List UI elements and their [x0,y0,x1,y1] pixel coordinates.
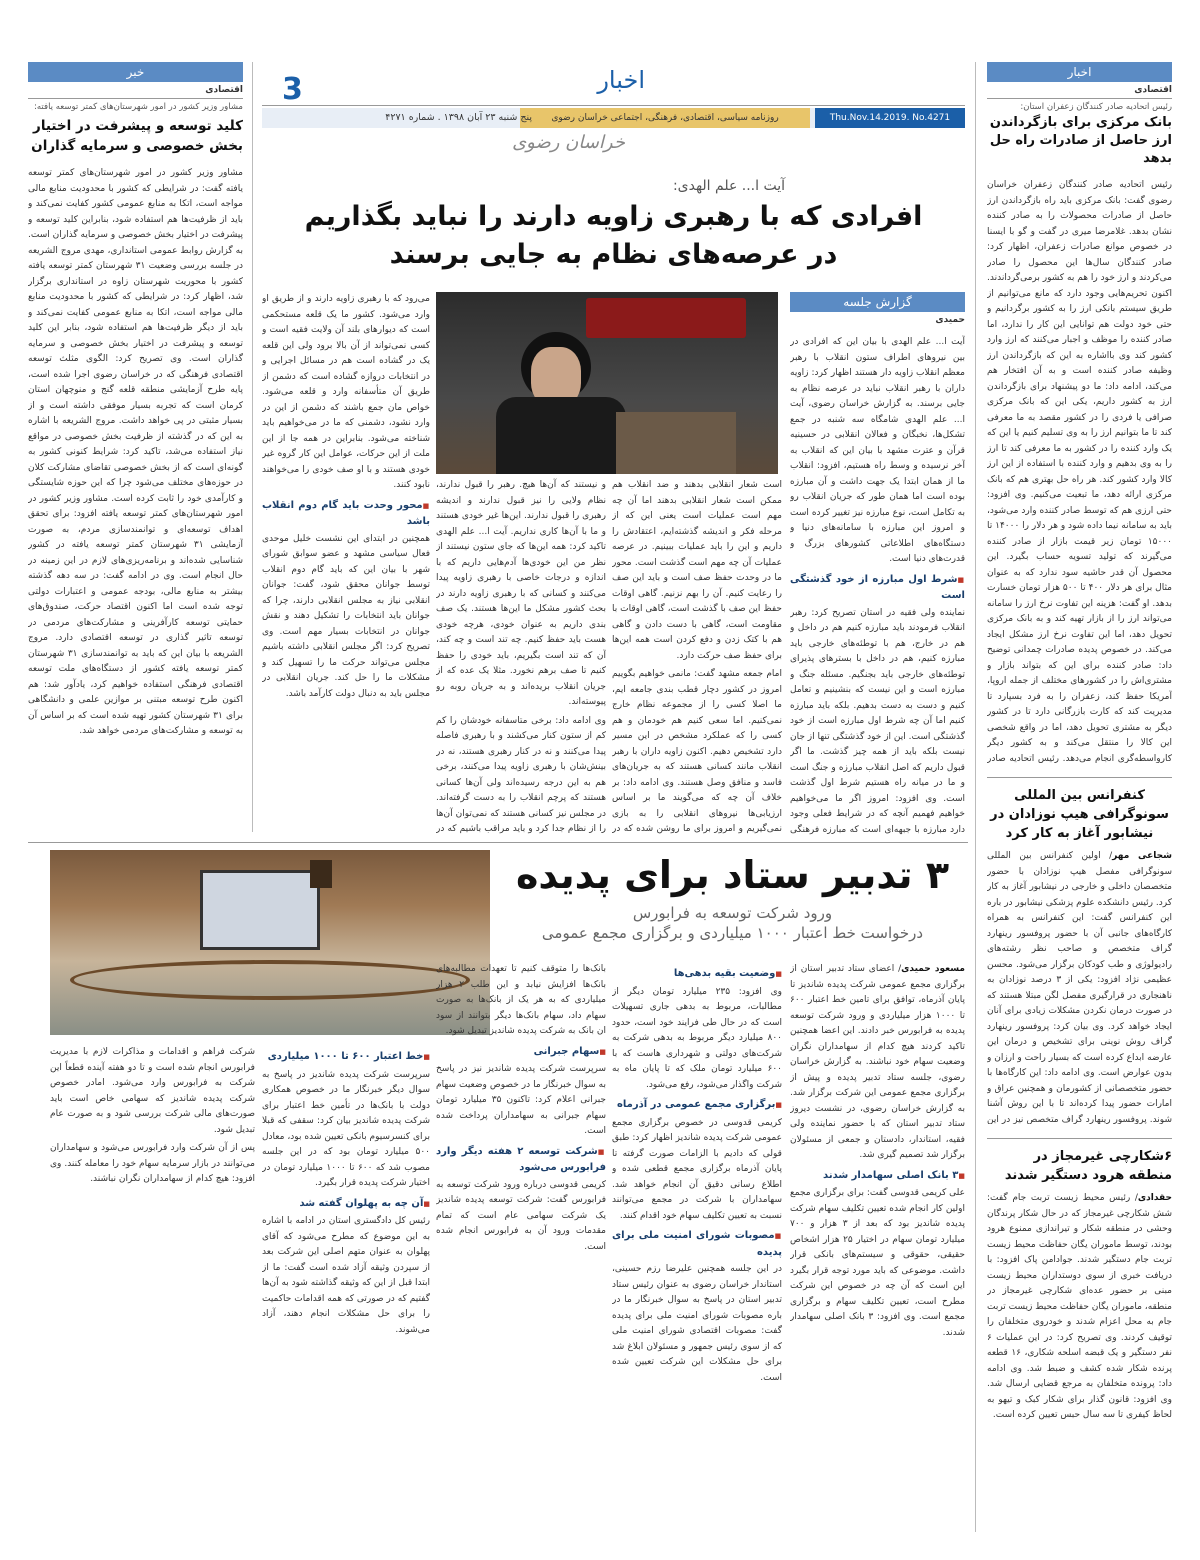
latin-date: Thu.Nov.14.2019. No.4271 [815,108,965,128]
bottom-col-2-text-c: در این جلسه همچنین علیرضا رزم حسینی، استاندار خراسان رضوی به عنوان رئیس ستاد تدبیر استان در پاسخ به سوال خبرنگار ما در باره مصوبات شورای امنیت ملی برای پدیده گفت: مصوبات اقتصادی شورای امنیت ملی که از سوی رئیس جمهور و مسئولان ابلاغ شد برای حل مشکلات این شرکت تعیین شده است. [612,1264,782,1383]
story-col-3-text-b: وی ادامه داد: برخی متاسفانه خودشان را کم کم از ستون کنار می‌کشند و با رهبری فاصله پیدا می‌کنند و نه در کنار رهبری هستند، نه در بینش‌شان با رهبری زاویه پیدا می‌کنند، برخی هم به این درجه رسیده‌اند ولی آن‌ها کسانی هستند که پرچم انقلاب را به دست گرفته‌اند. در مجلس نیز کسانی هستند که نمی‌توان آن‌ها را از نظام جدا کرد و باید مراقب باشیم که در [436,715,606,834]
story-col-2-text: است شعار انقلابی بدهند و ضد انقلاب هم ممکن است شعار انقلابی بدهند اما آن چه مهم است عملیات است یعنی این که از مرحله فکر و اندیشه گذشته‌ایم، اعتقادش را داریم و این را باید عملیات ببینیم. در عرصه عملیات آن چه مهم است گذشت است. محور ما در وحدت حفظ صف است و باید این صف را رعایت کنیم. آن را بهم نزنیم. گاهی اوقات حفظ این صف با گذشت است، گاهی اوقات با مقاومت است، گاهی با دست دادن و گاهی هم با کتک زدن و دفع کردن است همه این‌ها برای حفظ صف حرکت دارد. [612,480,782,661]
bottom-col-2-subhead-3: ■ مصوبات شورای امنیت ملی برای پدیده [612,1228,782,1260]
bottom-col-1-lead: مسعود حمیدی [901,964,965,974]
story-col-1-text-b: نماینده ولی فقیه در استان تصریح کرد: رهبر انقلاب فرمودند باید مبارزه کنیم هم در داخل و هم در خارج، هم با توطئه‌های خارجی باید مبارزه کنیم، هم در داخل با بسترهای پذیرای توطئه‌های خارجی باید بجنگیم. مسئله جنگ و مبارزه است و این نیست که بنشینیم و تعامل کنیم و دست به دست بدهیم. بلکه باید مبارزه کنیم اما آن چه شرط اول مبارزه است از خود گذشتگی است. این از خود گذشتگی تنها از جان نیست بلکه باید از همه چیز گذشت. ما اگر قبول داریم که اصل انقلاب مبارزه و جنگ است و ما در میانه راه هستیم شرط اول گذشت است. وی افزود: امروز اگر ما می‌خواهیم خواهیم فهمیم آنچه که در شرایط فعلی وجود دارد مبارزه با جبهه‌ای است که مبارزه فرهنگی [790,607,965,835]
bottom-col-3-text-c: کریمی قدوسی درباره ورود شرکت توسعه به فرابورس گفت: شرکت توسعه پدیده شاندیز یک شرکت سهامی عام است که تمام مقدمات ورود آن به فرابورس انجام شده است. [436,1179,606,1252]
bottom-col-2-text-b: کریمی قدوسی در خصوص برگزاری مجمع عمومی شرکت پدیده شاندیز اظهار کرد: طبق قولی که دادیم با الزامات صورت گرفته تا پایان آذرماه برگزاری مجمع قطعی شده و اطلاع رسانی دقیق آن انجام خواهد شد. سهامداران با شرکت در مجمع می‌توانند نسبت به تعیین تکلیف سهام خود اقدام کنند. [612,1117,782,1221]
left-headline: کلید توسعه و پیشرفت در اختیار بخش خصوصی و سرمایه گذاران [31,118,243,154]
bottom-col-1 [790,962,965,1532]
top-story-headline-block [262,178,965,288]
bottom-col-5-text: شرکت فراهم و اقدامات و مذاکرات لازم با مدیریت فرابورس انجام شده است و تا دو هفته آینده قطعاً این شرکت به فرابورس وارد می‌شود. امادر خصوص شرکت پدیده شاندیز که سهامی خاص است باید صورت‌های مالی شرکت بررسی شود و به صورت عام تبدیل شود. [50,1047,255,1135]
bottom-col-2-subhead-2: ■ برگزاری مجمع عمومی در آذرماه [612,1097,782,1114]
right-story3-body: / رئیس محیط زیست تربت جام گفت: شش شکارچی غیرمجاز که در حال شکار پرندگان وحشی در منطقه شکار و تیراندازی ممنوع هرود بودند، توسط ماموران یگان حفاظت محیط زیست تربت جام دستگیر شدند. جوادامن پاک افزود: با دریافت خبری از سوی دوستداران محیط زیست مبنی بر حضور عده‌ای شکارچی غیرمجاز در منطقه، ماموران یگان حفاظت محیط زیست تربت جام به محل اعزام شدند و خودروی متخلفان را توقیف کردند. وی تصریح کرد: در این عملیات ۶ نفر دستگیر و یک قبضه اسلحه شکاری، ۱۶ قطعه پرنده شکار شده کشف و ضبط شد. وی ادامه داد: پرونده متخلفان به مرجع قضایی ارسال شد. وی افزود: قانون گذار برای شکار کبک و تیهو به لحاظ کیفری تا سه سال حبس تعیین کرده است. [987,1193,1172,1420]
story-col-4-text: می‌رود که با رهبری زاویه دارند و از طریق او وارد می‌شود. کشور ما یک قلعه مستحکمی است که دیوارهای بلند آن ولایت فقیه است و کسی نمی‌تواند از آن بالا برود ولی این قلعه یک در گشاده است هم در مسائل اجرایی و در انتخابات دروازه گشاده است که دشمن از طریق آن متأسفانه وارد و قلعه می‌شود. خواص مان جمع باشند که دشمن از این در وارد نشود، دشمنی که ما در می‌خواهیم باید شناخته می‌شود. بنابراین در همه جا از این ملت از این حرکات، عوامل این کار گروه غیر خودی هستند و با او صف خودی را می‌خواهند نابود کنند. [262,294,430,490]
right-category: اقتصادی [1134,85,1172,95]
story-col-2-text-b: امام جمعه مشهد گفت: مانمی خواهیم بگوییم امروز در کشور دچار قطب بندی جامعه ایم، ما اصلا کسی را از مجموعه نظام خارج نمی‌کنیم. اما سعی کنیم هم خودمان و هم کسی را که عملکرد مشخص در این مسیر دارد تشخیص دهیم. اکنون زاویه داران با رهبر انقلاب مانند کسانی هستند که به جریان‌های فاسد و منافق وصل هستند. وی ادامه داد: بر خلاف آن چه که می‌گویند ما بر اساس ارزیابی‌ها نیروهای انقلابی را به بازی نمی‌گیریم و امروز برای ما روشن شده که در [612,669,782,834]
right-story2-body: / اولین کنفرانس بین المللی سونوگرافی مفصل هیپ نوزادان با حضور متخصصان داخلی و خارجی در نیشابور آغاز به کار کرد. رئیس دانشکده علوم پزشکی نیشابور در باره این کنفرانس گفت: این کنفرانس به همراه کارگاه‌های جانبی آن با حضور پروفسور رینهارد گراف متخصص و صاحب نظر رشته‌های رادیولوژی و طب کودکان برگزار می‌شود. محسن عظیمی نژاد افزود: یکی از ۳ درصد نوزادان به ناهنجاری در قرارگیری مفصل لگن مبتلا هستند که در صورت درمان نکردن مشکلات زیادی برای آنان ایجاد خواهد کرد. وی بیان کرد: پروفسور رینهارد گراف روش نوینی برای تشخیص و درمان این عارضه ابداع کرده است که بسیار راحت و ارزان و بدون عوارض است. وی ادامه داد: این کارگاه‌ها با حضور متخصصانی از کشورمان و همچنین عراق و امارات حضور پیدا کرده‌اند تا با این روش آشنا شوند. پروفسور رینهارد گراف متخصص نیز در این [987,851,1172,1124]
left-category: اقتصادی [205,85,243,95]
bottom-col-2-subhead-1: ■ وضعیت بقیه بدهی‌ها [612,966,782,983]
bottom-col-2-text: وی افزود: ۲۳۵ میلیارد تومان دیگر از مطالبات، مربوط به بدهی جاری تسهیلات است که در حال طی فرایند خود است، حدود ۸۰۰ میلیارد دیگر مربوط به بدهی شرکت به شرکت‌های دولتی و شهرداری هاست که با ۶۰۰ میلیارد تومان ملک که تا پایان ماه به شرکت واگذار می‌شود، رفع می‌شود. [612,986,782,1090]
bottom-col-2 [612,962,782,1532]
section-title: اخبار [597,66,645,94]
right-news-column [987,62,1172,1542]
story-col-4-text-b: همچنین در ابتدای این نشست خلیل موحدی فعال سیاسی مشهد و عضو سوابق شورای شهر با بیان این که باید گام دوم انقلاب توسط جوانان محقق شود، گفت: جوانان انقلابی نیاز به مجلس انقلابی دارند، چرا که جوانان باید انتخابات را تشکیل دهند و نقش جوانان در انتخابات بسیار مهم است. وی تصریح کرد: اگر مجلس انقلابی داشته باشیم مجلس می‌تواند حرکت ما را تسهیل کند و مشکلات ما را حل کند. جریان انقلابی در مجلس باید به دنبال دولت کارآمد باشد. [262,533,430,699]
right-headline: بانک مرکزی برای بازگرداندن ارز حاصل از صادرات راه حل بدهد [989,115,1172,166]
story-col-3 [436,478,606,835]
bottom-headline-block [500,850,965,960]
right-story3-headline: ۶شکارچی غیرمجاز در منطقه هرود دستگیر شدند [1004,1149,1172,1183]
bottom-col-3-text-b: سرپرست شرکت پدیده شاندیز نیز در پاسخ به سوال خبرنگار ما در خصوص وضعیت سهام جبرانی اعلام کرد: تاکنون ۳۵ میلیارد تومان سهام جبرانی به سهامداران پرداخت شده است. [436,1064,606,1136]
bottom-subhead-2: درخواست خط اعتبار ۱۰۰۰ میلیاردی و برگزاری مجمع عمومی [541,924,924,942]
top-story-headline-2: در عرصه‌های نظام به جایی برسند [389,239,838,270]
header-tagline: روزنامه سیاسی، اقتصادی، فرهنگی، اجتماعی خراسان رضوی [520,108,810,128]
right-body: رئیس اتحادیه صادر کنندگان زعفران خراسان رضوی گفت: بانک مرکزی باید راه بازگرداندن ارز حاصل از صادرات محصولات را به صادر کننده نشان بدهد. غلامرضا میری در گفت و گو با ایسنا در خصوص موانع صادرات زعفران، اظهار کرد: صادر کنندگان سال‌ها این محصول را صادر می‌کردند و ارز خود را هم به کشور برمی‌گرداندند. اکنون تحریم‌هایی وجود دارد که مانع می‌توانیم از طریق سیستم بانکی ارز را به کشور برگردانیم و حتی خود دولت هم توانایی این کار را ندارد، اما صادر کننده را موظف و اجبار می‌کنند که ارز وارد کشور کند وی بااشاره به این که بازگرداندن ارز وظیفه صادر کننده است و به آن افتخار هم می‌کند، ادامه داد: ما دو پیشنهاد برای بازگرداندن ارز به کشور داریم، یکی این که بانک مرکزی صرافی یا فردی را در کشور مقصد به ما معرفی کند تا ما بتوانیم ارز را به وی تسلیم کنیم یا این که یک وارد کننده را در کشور به ما معرفی کند تا ارز را به وی بدهیم و وارد کننده با استفاده از این ارز کالا وارد کشور کند. هر راه حل بهتری هم که بانک مرکزی ارائه دهد، ما تبعیت می‌کنیم. وی افزود: حتی ارزی هم که توسط صادر کننده وارد می‌شود، باید به سامانه نیما داده شود و هر دلار را ۱۴۰۰۰ تا ۱۵۰۰۰ تومان زیر قیمت بازار از صادر کننده می‌گیرند که تولید تسویه حساب بگیرد. این محصول آن قدر حاشیه سود ندارد که به عنوان مثال برای هر دلار ۴۰۰ تا ۵۰۰ هزار تومان خسارت بدهد. او گفت: هزینه این تفاوت نرخ ارز را سامانه می‌تواند ارز را از بازار تهیه کند و به بانک مرکزی تحویل دهد، اما این تفاوت نرخ ارز مشکل ایجاد می‌کند. در خصوص پدیده صادرات چمدانی توضیح داد: صادر کننده برای این که بتواند بازار و مشتری‌اش را در کشورهای مختلف از جمله اروپا، آمریکا حفظ کند، زعفران را به فرد بسپارد تا مدیریت کند که کارت بازرگانی دارد تا در کشور دیگر به مشتری تحویل دهد، اما در واقع شخصی این کالا را منتقل می‌کند و به کشور دیگر کارواسطه‌گری انجام می‌دهد. رئیس اتحادیه صادر [987,180,1172,763]
story-col-4 [262,292,430,835]
report-label: گزارش جلسه [790,292,965,312]
left-kicker: مشاور وزیر کشور در امور شهرستان‌های کمتر توسعه یافته: [34,102,243,112]
page-number: 3 [282,72,303,107]
bottom-col-5 [50,1045,255,1532]
story-col-4-subhead: ■ محور وحدت باید گام دوم انقلاب باشد [262,498,430,530]
right-story2-text [987,849,1172,1124]
bottom-col-1-text-b: علی کریمی قدوسی گفت: برای برگزاری مجمع اولین کار انجام شده تعیین تکلیف سهام شرکت پدیده شاندیز بود که بعد از ۳ هزار و ۷۰۰ میلیارد تومان سهام در اختیار ۲۵ هزار اشخاص حقیقی، حقوقی و سیستم‌های بانکی قرار داشت. موضوعی که باید مورد توجه قرار بگیرد این است که آن چه در خصوص این شرکت مطرح است، تعیین تکلیف سهام و برگزاری مجمع است. وی افزود: ۳ بانک اصلی سهامدار شدند. [790,1188,965,1338]
report-box [790,292,965,328]
bottom-col-4-text: سرپرست شرکت پدیده شاندیز در پاسخ به سوال دیگر خبرنگار ما در خصوص همکاری دولت با بانک‌ها در تأمین خط اعتبار برای شرکت پدیده شاندیز بیان کرد: سقفی که قبلا برای کنسرسیوم بانکی تعیین شده بود، معادل ۵۰۰ میلیارد تومان بود که در این جلسه مصوب شد که ۶۰۰ تا ۱۰۰۰ میلیارد تومان در اختیار شرکت پدیده قرار بگیرد. [262,1069,430,1188]
story-col-1 [790,335,965,835]
page-header [262,62,965,170]
issue-date: پنج شنبه ۲۳ آبان ۱۳۹۸ . شماره ۴۲۷۱ [385,112,532,123]
right-box-label: اخبار [987,62,1172,82]
left-body: مشاور وزیر کشور در امور شهرستان‌های کمتر توسعه یافته گفت: در شرایطی که کشور با محدودیت منابع مالی مواجه است، اتکا به منابع عمومی کشور کفایت نمی‌کند و باید از ظرفیت‌ها هم استفاده شود، بنابراین کلید توسعه و پیشرفت در اختیار بخش خصوصی و سرمایه گذاران است. به گزارش روابط عمومی استانداری، مهدی مروج الشریعه در جلسه بررسی وضعیت ۳۱ شهرستان کمتر توسعه یافته کشور با محوریت شهرستان زاوه در استانداری برگزار شد، اظهار کرد: در شرایطی که کشور با محدودیت منابع مالی مواجه است، اتکا به منابع عمومی کفایت نمی‌کند و باید از دیگر ظرفیت‌ها هم استفاده شود، بنابر این کلید توسعه و پیشرفت در اختیار بخش خصوصی و سرمایه گذاران است. وی تصریح کرد: الگوی مثلث توسعه اقتصادی فرهنگی که در خراسان رضوی اجرا شده است، پایه طرح آزمایشی منطقه قلعه گنج و منوچهان استان کرمان است که تجربه بسیار موفقی داشته است و از بسیار مثبتی در پی خواهد داشت. مروج الشریعه با اشاره به این که در گذشته از ظرفیت بخش خصوصی در مواقع نیاز استفاده می‌شد، تاکید کرد: شرایط کنونی کشور به گونه‌ای است که از بخش خصوصی تقاضای مشارکت کلان در حوزه‌های مختلف می‌شود چرا که این حوزه شایستگی و کارآمدی خود را ثابت کرده است. مشاور وزیر کشور در امور شهرستان‌های کمتر توسعه یافته افزود: برای تحقق اهداف توسعه‌ای و توانمندسازی مردم، به صورت آزمایشی ۳۱ شهرستان کمتر توسعه یافته در کشور شناسایی شده‌اند و برنامه‌ریزی‌های لازم در این زمینه در حال انجام است. وی در ادامه گفت: در سه دهه گذشته بیشتر به منابع مالی، بودجه عمومی و اعتبارات دولتی توجه شده است اما اکنون اقتصاد حرکت، صندوق‌های حمایتی توسعه کارآفرینی و مشارکت‌های مردمی در توسعه تاثیر گذاری در توسعه اقتصادی دارد. مروج الشریعه با بیان این که باید به توانمندسازی ۳۱ شهرستان کمتر توسعه یافته کشور از دستگاه‌های ملت توسعه اقتصادی فرهنگی استفاده خواهیم کرد، یادآور شد: هم اکنون طرح توسعه مبتنی بر موازین علمی و دانشگاهی برای ۳۱ شهرستان کشور تهیه شده است که بر اساس آن به توسعه و مشارکت‌های مردمی خواهد شد. [28,168,243,736]
meeting-photo [50,850,490,1035]
right-story3-lead: حقدادی [1137,1193,1172,1203]
story-col-1-subhead: ■ شرط اول مبارزه از خود گذشتگی است [790,572,965,604]
bottom-headline: ۳ تدبیر ستاد برای پدیده [515,853,950,897]
bottom-col-4 [262,1045,430,1532]
bottom-col-1-subhead: ■ ۳ بانک اصلی سهامدار شدند [790,1168,965,1185]
bottom-col-3-subhead-1: ■ سهام جبرانی [436,1044,606,1061]
bottom-subhead-1: ورود شرکت توسعه به فرابورس [632,904,833,922]
story-col-2 [612,478,782,835]
bottom-col-3-text: بانک‌ها را متوقف کنیم تا تعهدات مطالبه‌های بانک‌ها افزایش نیابد و این طلب ۲ هزار میلیاردی که به هر یک از بانک‌ها به صورت سهام داد، سهام بانک‌ها دیگر بتوانند از سود ان بانک به شرکت پدیده شاندیز تبدیل شود. [436,964,606,1036]
left-box-label: خبر [28,62,243,82]
story-col-3-text: و نیستند که آن‌ها هیچ. رهبر را قبول ندارند، نظام ولایی را نیز قبول ندارند و اندیشه رهبری را قبول ندارند. این‌ها غیر خودی هستند و ما با آن‌ها کاری نداریم. آیت ا... علم الهدی تاکید کرد: همه این‌ها که جای ستون نیستند از نظر من این خودی‌ها آدم‌هایی داریم که با اندازه و درجات خاصی با رهبری زاویه پیدا می‌کنند و کسانی که با رهبری زاویه دارند در بحث کشور مشکل ما این‌ها هستند. یک صف بندی داریم به عنوان خودی، هرچه خودی هست باید حفظ کنیم. چه تند است و چه کند، آن که تند است بگیریم، باید خودی را حفظ کنیم تا صف برهم نخورد. مثلا یک عده که از جریان انقلاب بریده‌اند و به جریان روبه رو پیوسته‌اند. [436,480,606,707]
story-col-1-text: آیت ا... علم الهدی با بیان این که افرادی در بین نیروهای اطراف ستون انقلاب با رهبر معظم انقلاب زاویه دار هستند اظهار کرد: زاویه داران با رهبر انقلاب نباید در عرصه نظام به جایی برسند. به گزارش خراسان رضوی، آیت ا... علم الهدی شامگاه سه شنبه در جمع تشکل‌ها، نخبگان و فعالان انقلابی در حسینیه قرآن و عترت مشهد با بیان این که انقلاب به آخر نرسیده و وسط راه هستیم، افزود: انقلاب ما از همان ابتدا یک جهت داشت و آن مبارزه بوده است اما همان طور که جریان انقلاب رو به تکامل است، نوع مبارزه نیز تغییر کرده است و امروز این مبارزه با سامانه‌های دنیا و دستگاه‌های اطلاعاتی کشورهای بزرگ و قدرت‌های دنیا است. [790,337,965,564]
bottom-col-4-text-b: رئیس کل دادگستری استان در ادامه با اشاره به این موضوع که مطرح می‌شود که آقای پهلوان به عنوان متهم اصلی این شرکت بعد از سپردن وثیقه آزاد شده است گفت: ما از ابتدا قبل از این که وثیقه گذاشته شود به آن‌ها گفتیم که در صورتی که همه اقدامات حاکمیت را برای حل مشکلات انجام دهند، آزاد می‌شوند. [262,1216,430,1335]
report-author: حمیدی [935,315,965,325]
bottom-col-3-subhead-2: ■ شرکت توسعه ۲ هفته دیگر وارد فرابورس می‌شود [436,1144,606,1176]
top-story-headline-1: افرادی که با رهبری زاویه دارند را نباید بگذاریم [304,201,923,232]
newspaper-logo: خراسان رضوی [512,132,625,153]
top-story-kicker: آیت ا... علم الهدی: [672,178,785,194]
right-story2-lead: شجاعی مهر [1112,851,1172,861]
cleric-speaking-photo [436,292,778,474]
bottom-col-1-text: / اعضای ستاد تدبیر استان از برگزاری مجمع عمومی شرکت پدیده شاندیز تا پایان آذرماه، توافق برای تامین خط اعتبار ۶۰۰ تا ۱۰۰۰ هزار میلیاردی و ورود شرکت توسعه پدیده به فرابورس خبر دادند. این اعضا همچنین تاکید کردند هیچ کدام از سهامداران نگران وضعیت سهام خود نباشند. به گزارش خراسان رضوی، جلسه ستاد تدبیر پدیده و پیش از برگزاری مجمع عمومی این شرکت برگزار شد. به گزارش خراسان رضوی، در نشست دیروز ستاد تدبیر استان که با حضور نماینده ولی فقیه، استاندار، دادستان و جمعی از مسئولان برگزار شد تصمیم گیری شد. [790,964,965,1160]
right-story3-text [987,1191,1172,1456]
left-news-column [28,62,243,832]
right-kicker: رئیس اتحادیه صادر کنندگان زعفران استان: [1020,102,1172,112]
bottom-col-4-subhead-1: ■ خط اعتبار ۶۰۰ تا ۱۰۰۰ میلیاردی [262,1049,430,1066]
bottom-col-4-subhead-2: ■ آن چه به پهلوان گفته شد [262,1196,430,1213]
right-story2-headline: کنفرانس بین المللی سونوگرافی هیپ نوزادان در نیشابور آغاز به کار کرد [990,788,1169,841]
bottom-col-5-text-b: پس از آن شرکت وارد فرابورس می‌شود و سهامداران می‌توانند در بازار سرمایه سهام خود را معامله کنند. وی افزود: هیچ کدام از سهامداران نگران نباشند. [50,1143,255,1184]
bottom-col-3 [436,962,606,1532]
